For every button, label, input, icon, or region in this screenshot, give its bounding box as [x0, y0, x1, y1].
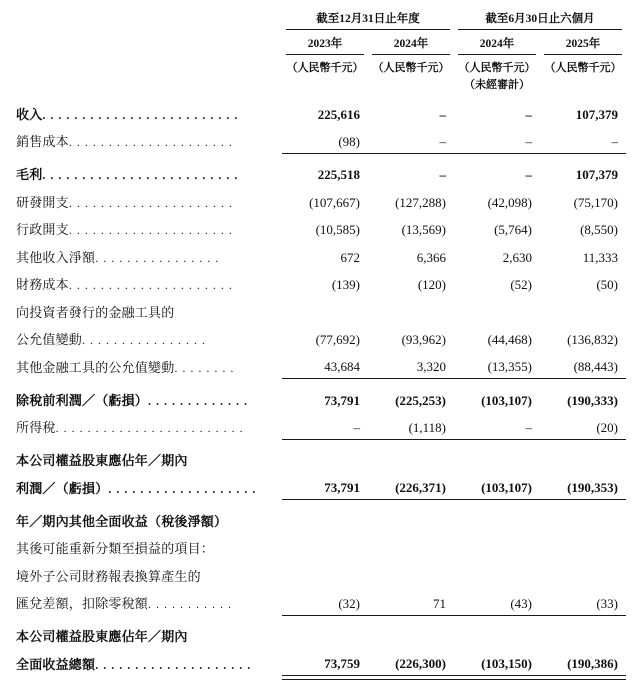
table-row: [14, 214, 626, 242]
row-value: (226,371): [368, 472, 454, 500]
row-label: [14, 384, 282, 412]
header-note-blank-3: [540, 76, 626, 98]
row-label-text: 研發開支: [16, 195, 69, 210]
header-year-spacer: [14, 30, 282, 54]
row-label-text: 其後可能重新分類至損益的項目：: [16, 541, 214, 556]
row-value: [282, 621, 368, 649]
row-value: (5,764): [454, 214, 540, 242]
row-value: [282, 505, 368, 533]
row-gap-cell: [14, 680, 282, 685]
row-gap-cell: [368, 680, 454, 685]
row-value: 6,366: [368, 241, 454, 269]
row-value: (8,550): [540, 214, 626, 242]
table-row: [14, 533, 626, 561]
row-value: (44,468): [454, 324, 540, 352]
row-value: (42,098): [454, 186, 540, 214]
header-note-spacer: [14, 76, 282, 98]
row-value: [540, 505, 626, 533]
row-label: [14, 241, 282, 269]
leader-dots: . . . . . . . . . . . . . . . .: [95, 251, 219, 265]
row-label: [14, 588, 282, 616]
row-value: [454, 621, 540, 649]
row-label: [14, 159, 282, 187]
row-label-text: 其他金融工具的公允值變動: [16, 360, 174, 375]
row-value: 73,791: [282, 384, 368, 412]
header-unit-2025-interim: （人民幣千元）: [540, 55, 626, 76]
table-row: [14, 412, 626, 440]
row-label: [14, 621, 282, 649]
row-label: [14, 126, 282, 154]
row-value: (93,962): [368, 324, 454, 352]
row-label: [14, 412, 282, 440]
row-value: –: [282, 412, 368, 440]
table-row: [14, 296, 626, 324]
row-value: 11,333: [540, 241, 626, 269]
row-value: (190,386): [540, 648, 626, 676]
row-value: (107,667): [282, 186, 368, 214]
financial-statement-page: [0, 10, 640, 666]
row-label-text: 全面收益總額: [16, 657, 95, 672]
row-value: 107,379: [540, 98, 626, 126]
header-year-2023: 2023年: [282, 30, 368, 54]
row-label: [14, 351, 282, 379]
row-value: [540, 560, 626, 588]
row-value: (10,585): [282, 214, 368, 242]
row-value: [282, 560, 368, 588]
table-row: [14, 560, 626, 588]
row-value: 672: [282, 241, 368, 269]
row-label-text: 本公司權益股東應佔年／期內: [16, 453, 188, 468]
header-group-row: [14, 10, 626, 29]
header-unit-2024-interim: （人民幣千元）: [454, 55, 540, 76]
row-value: –: [368, 159, 454, 187]
header-group-annual: 截至12月31日止年度: [282, 10, 454, 29]
row-value: (50): [540, 269, 626, 297]
row-value: [368, 621, 454, 649]
table-row: [14, 98, 626, 126]
leader-dots: . . . . . . . . . . . . . . . .: [82, 333, 206, 347]
row-value: [282, 533, 368, 561]
row-label: [14, 505, 282, 533]
row-value: 43,684: [282, 351, 368, 379]
row-value: [454, 533, 540, 561]
row-value: [454, 505, 540, 533]
row-value: (190,353): [540, 472, 626, 500]
row-value: [540, 621, 626, 649]
row-value: –: [454, 412, 540, 440]
row-label: [14, 648, 282, 676]
table-row: [14, 505, 626, 533]
row-label: [14, 296, 282, 324]
row-label: [14, 269, 282, 297]
table-row: [14, 351, 626, 379]
header-group-interim: 截至6月30日止六個月: [454, 10, 626, 29]
header-year-row: [14, 30, 626, 54]
header-unit-2024-annual: （人民幣千元）: [368, 55, 454, 76]
leader-dots: . . . . . . . . . . . . . . . . . . .: [108, 482, 256, 496]
row-value: [454, 445, 540, 473]
row-label: [14, 560, 282, 588]
row-value: (98): [282, 126, 368, 154]
row-label-text: 公允值變動: [16, 332, 82, 347]
row-label-text: 利潤／（虧損）: [16, 481, 108, 496]
table-row: [14, 269, 626, 297]
row-value: (33): [540, 588, 626, 616]
leader-dots: . . . . . . . . . . . . . . . . . . . . . . . . .: [42, 168, 238, 182]
table-row: [14, 186, 626, 214]
row-value: (20): [540, 412, 626, 440]
row-gap-cell: [282, 680, 368, 685]
row-value: (103,150): [454, 648, 540, 676]
row-value: –: [368, 98, 454, 126]
row-value: [282, 296, 368, 324]
row-value: (120): [368, 269, 454, 297]
leader-dots: . . . . . . . . . . . . . . . . . . . . .: [69, 278, 233, 292]
header-year-2024-interim: 2024年: [454, 30, 540, 54]
row-value: [282, 445, 368, 473]
row-value: [540, 445, 626, 473]
header-unit-2023: （人民幣千元）: [282, 55, 368, 76]
row-value: (1,118): [368, 412, 454, 440]
row-label-text: 年／期內其他全面收益（稅後淨額）: [16, 514, 227, 529]
row-label-text: 銷售成本: [16, 134, 69, 149]
row-value: [368, 560, 454, 588]
header-note-blank-1: [282, 76, 368, 98]
row-label-text: 財務成本: [16, 277, 69, 292]
row-value: [540, 533, 626, 561]
row-value: (32): [282, 588, 368, 616]
row-value: 73,759: [282, 648, 368, 676]
header-year-2025-interim: 2025年: [540, 30, 626, 54]
row-label-text: 其他收入淨額: [16, 250, 95, 265]
table-body: [14, 98, 626, 685]
row-value: 2,630: [454, 241, 540, 269]
row-value: –: [540, 126, 626, 154]
table-header: [14, 10, 626, 98]
header-unit-spacer: [14, 55, 282, 76]
leader-dots: . . . . . . . . . . . . . . . . . . . . . . . . .: [42, 108, 238, 122]
row-value: 3,320: [368, 351, 454, 379]
table-row: [14, 384, 626, 412]
row-value: –: [454, 126, 540, 154]
row-value: 225,518: [282, 159, 368, 187]
leader-dots: . . . . . . . . . . . . . . . . . . . . .: [69, 223, 233, 237]
row-gap-cell: [454, 680, 540, 685]
row-value: [454, 296, 540, 324]
row-value: (88,443): [540, 351, 626, 379]
row-value: (103,107): [454, 384, 540, 412]
row-value: –: [368, 126, 454, 154]
row-value: [454, 560, 540, 588]
leader-dots: . . . . . . . . . . . . . . . . . . . .: [95, 658, 251, 672]
row-value: (13,569): [368, 214, 454, 242]
row-value: [368, 445, 454, 473]
row-value: (190,333): [540, 384, 626, 412]
leader-dots: . . . . . . . . . . .: [148, 597, 232, 611]
header-note-unaudited: （未經審計）: [454, 76, 540, 98]
row-label: [14, 324, 282, 352]
financial-summary-table: [14, 10, 626, 685]
row-label-text: 境外子公司財務報表換算產生的: [16, 569, 201, 584]
row-gap-cell: [540, 680, 626, 685]
leader-dots: . . . . . . . . . . . . . . . . . . . . .: [69, 135, 233, 149]
row-value: (103,107): [454, 472, 540, 500]
row-label-text: 除稅前利潤／（虧損）: [16, 393, 148, 408]
table-row: [14, 588, 626, 616]
header-note-row: [14, 76, 626, 98]
row-label: [14, 98, 282, 126]
row-value: (75,170): [540, 186, 626, 214]
row-value: (139): [282, 269, 368, 297]
leader-dots: . . . . . . . .: [174, 361, 234, 375]
table-row: [14, 324, 626, 352]
leader-dots: . . . . . . . . . . . . .: [148, 394, 248, 408]
row-value: –: [454, 159, 540, 187]
row-label-text: 行政開支: [16, 222, 69, 237]
row-label-text: 毛利: [16, 167, 42, 182]
row-value: (225,253): [368, 384, 454, 412]
leader-dots: . . . . . . . . . . . . . . . . . . . . . . . .: [56, 421, 244, 435]
row-label-text: 收入: [16, 107, 42, 122]
row-label: [14, 445, 282, 473]
row-label-text: 向投資者發行的金融工具的: [16, 305, 174, 320]
table-row: [14, 621, 626, 649]
row-label-text: 本公司權益股東應佔年／期內: [16, 629, 188, 644]
row-value: 73,791: [282, 472, 368, 500]
header-year-2024-annual: 2024年: [368, 30, 454, 54]
row-value: 71: [368, 588, 454, 616]
table-row: [14, 472, 626, 500]
row-value: (77,692): [282, 324, 368, 352]
row-label: [14, 214, 282, 242]
table-row: [14, 648, 626, 676]
row-value: [368, 505, 454, 533]
table-row: [14, 445, 626, 473]
row-label-text: 所得稅: [16, 420, 56, 435]
table-row: [14, 159, 626, 187]
leader-dots: . . . . . . . . . . . . . . . . . . . . .: [69, 196, 233, 210]
row-value: 225,616: [282, 98, 368, 126]
row-value: (13,355): [454, 351, 540, 379]
row-gap: [14, 680, 626, 685]
row-label: [14, 533, 282, 561]
row-value: (43): [454, 588, 540, 616]
row-value: [540, 296, 626, 324]
row-label: [14, 472, 282, 500]
table-row: [14, 126, 626, 154]
row-value: (127,288): [368, 186, 454, 214]
row-value: (136,832): [540, 324, 626, 352]
row-label: [14, 186, 282, 214]
header-spacer: [14, 10, 282, 29]
header-unit-row: [14, 55, 626, 76]
row-value: (226,300): [368, 648, 454, 676]
table-row: [14, 241, 626, 269]
row-value: –: [454, 98, 540, 126]
header-note-blank-2: [368, 76, 454, 98]
row-value: (52): [454, 269, 540, 297]
row-label-text: 匯兌差額，扣除零稅額: [16, 596, 148, 611]
row-value: [368, 296, 454, 324]
row-value: [368, 533, 454, 561]
row-value: 107,379: [540, 159, 626, 187]
